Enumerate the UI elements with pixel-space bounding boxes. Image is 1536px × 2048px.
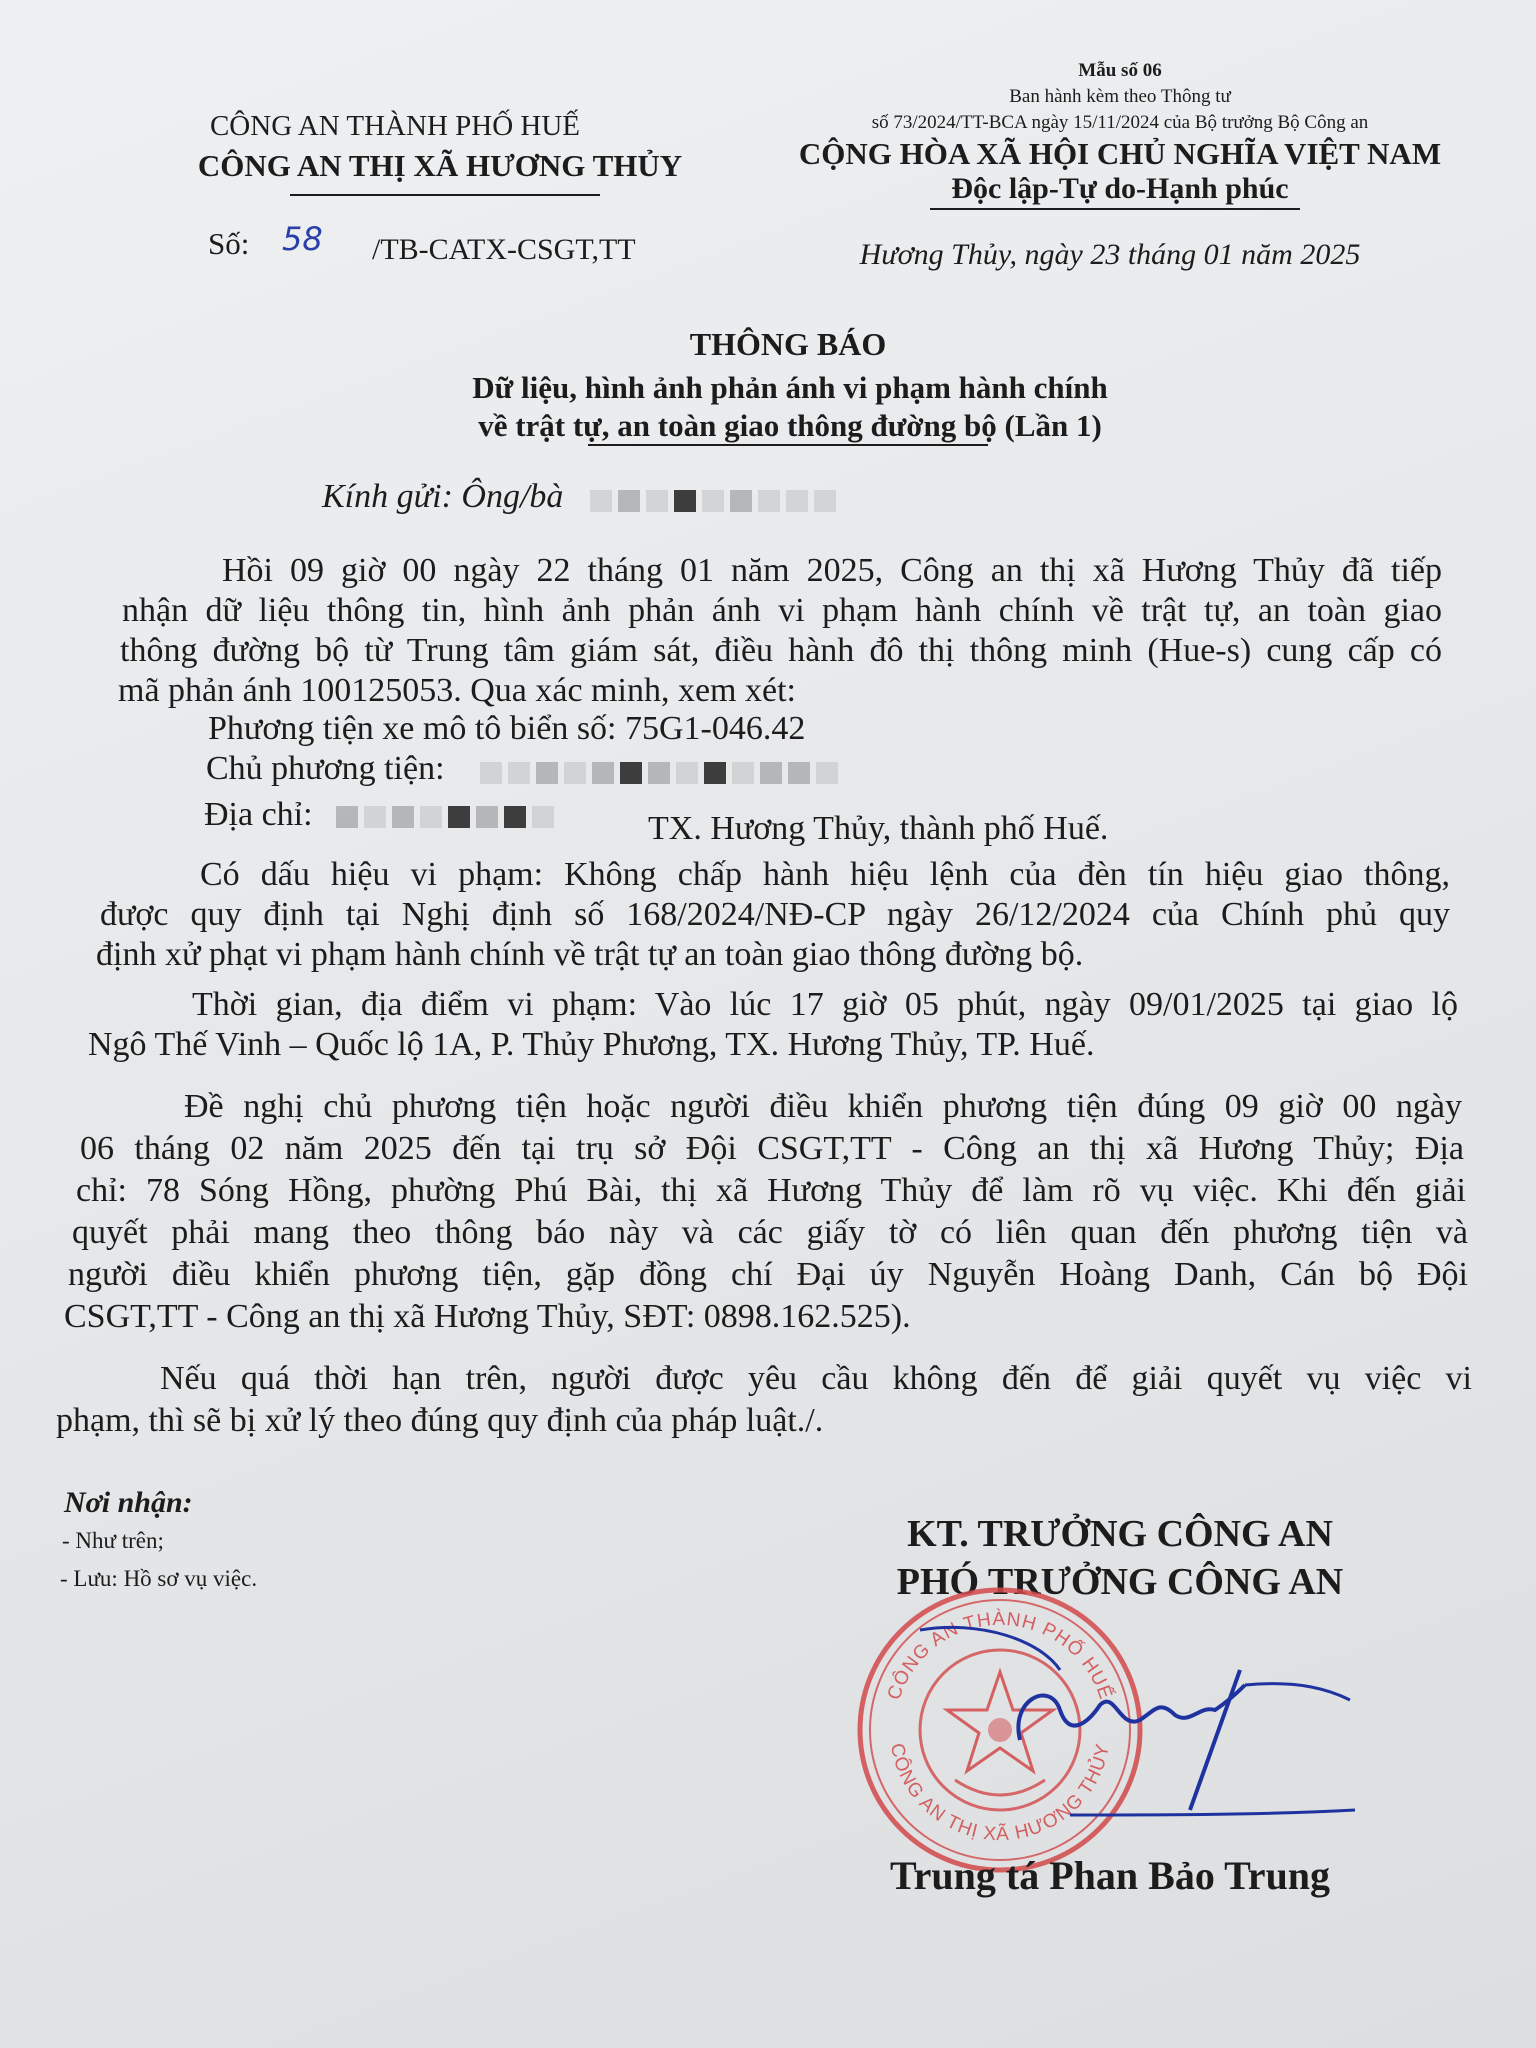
recipients-label: Nơi nhận:	[64, 1486, 193, 1519]
p4-line-1: Đề nghị chủ phương tiện hoặc người điều khiển phương tiện đúng 09 giờ 00 ngày	[184, 1088, 1462, 1125]
title-underline	[588, 444, 988, 446]
p3-line-2: Ngô Thế Vinh – Quốc lộ 1A, P. Thủy Phương, TX. Hương Thủy, TP. Huế.	[88, 1026, 1095, 1063]
number-suffix: /TB-CATX-CSGT,TT	[372, 233, 636, 266]
signature-title-1: KT. TRƯỞNG CÔNG AN	[907, 1513, 1333, 1555]
p4-line-6: CSGT,TT - Công an thị xã Hương Thủy, SĐT: 0898.162.525).	[64, 1298, 911, 1335]
motto: Độc lập-Tự do-Hạnh phúc	[951, 172, 1289, 205]
p2-line-3: định xử phạt vi phạm hành chính về trật tự an toàn giao thông đường bộ.	[96, 936, 1084, 973]
p4-line-3: chỉ: 78 Sóng Hồng, phường Phú Bài, thị xã Hương Thủy để làm rõ vụ việc. Khi đến giải	[76, 1172, 1466, 1209]
p4-line-4: quyết phải mang theo thông báo này và các giấy tờ có liên quan đến phương tiện và	[72, 1214, 1468, 1251]
address-tail: TX. Hương Thủy, thành phố Huế.	[648, 810, 1109, 847]
date-line: Hương Thủy, ngày 23 tháng 01 năm 2025	[859, 238, 1361, 271]
parent-agency: CÔNG AN THÀNH PHỐ HUẾ	[209, 110, 581, 142]
p1-line-1: Hồi 09 giờ 00 ngày 22 tháng 01 năm 2025, Công an thị xã Hương Thủy đã tiếp	[222, 552, 1442, 589]
p2-line-2: được quy định tại Nghị định số 168/2024/NĐ-CP ngày 26/12/2024 của Chính phủ quy	[100, 896, 1450, 933]
redacted-recipient	[590, 490, 836, 512]
circular-line: số 73/2024/TT-BCA ngày 15/11/2024 của Bộ trưởng Bộ Công an	[871, 112, 1369, 133]
form-number: Mẫu số 06	[1078, 60, 1162, 81]
p1-line-2: nhận dữ liệu thông tin, hình ảnh phản ánh vi phạm hành chính về trật tự, an toàn giao	[122, 592, 1442, 629]
redacted-address	[336, 806, 554, 828]
doc-subtitle-2: về trật tự, an toàn giao thông đường bộ (Lần 1)	[478, 408, 1102, 443]
handwritten-signature	[900, 1610, 1360, 1840]
salutation: Kính gửi: Ông/bà	[322, 478, 564, 515]
doc-title: THÔNG BÁO	[689, 326, 887, 362]
p5-line-2: phạm, thì sẽ bị xử lý theo đúng quy định của pháp luật./.	[56, 1402, 824, 1439]
p4-line-2: 06 tháng 02 năm 2025 đến tại trụ sở Đội CSGT,TT - Công an thị xã Hương Thủy; Địa	[80, 1130, 1464, 1167]
handwritten-number: 58	[282, 220, 323, 258]
motto-underline	[930, 208, 1300, 210]
p1-line-4: mã phản ánh 100125053. Qua xác minh, xem xét:	[118, 672, 796, 709]
p5-line-1: Nếu quá thời hạn trên, người được yêu cầu không đến để giải quyết vụ việc vi	[160, 1360, 1472, 1397]
vehicle-plate: Phương tiện xe mô tô biển số: 75G1-046.42	[208, 710, 806, 747]
issued-with-line: Ban hành kèm theo Thông tư	[1009, 86, 1231, 107]
p4-line-5: người điều khiển phương tiện, gặp đồng chí Đại úy Nguyễn Hoàng Danh, Cán bộ Đội	[68, 1256, 1468, 1293]
owner-label: Chủ phương tiện:	[206, 750, 445, 787]
agency-name: CÔNG AN THỊ XÃ HƯƠNG THỦY	[197, 148, 683, 183]
p3-line-1: Thời gian, địa điểm vi phạm: Vào lúc 17 giờ 05 phút, ngày 09/01/2025 tại giao lộ	[192, 986, 1458, 1023]
recipient-item: - Như trên;	[62, 1528, 164, 1553]
p2-line-1: Có dấu hiệu vi phạm: Không chấp hành hiệu lệnh của đèn tín hiệu giao thông,	[200, 856, 1450, 893]
signature-title-2: PHÓ TRƯỞNG CÔNG AN	[896, 1561, 1344, 1603]
nation-title: CỘNG HÒA XÃ HỘI CHỦ NGHĨA VIỆT NAM	[798, 136, 1442, 171]
doc-subtitle-1: Dữ liệu, hình ảnh phản ánh vi phạm hành chính	[472, 370, 1108, 405]
agency-underline	[290, 194, 600, 196]
recipient-item: - Lưu: Hồ sơ vụ việc.	[60, 1566, 258, 1591]
signer-name: Trung tá Phan Bảo Trung	[889, 1853, 1331, 1898]
seal-bottom-text: CÔNG AN THỊ XÃ HƯƠNG THỦY	[885, 1741, 1115, 1846]
address-label: Địa chỉ:	[204, 796, 313, 833]
p1-line-3: thông đường bộ từ Trung tâm giám sát, điều hành đô thị thông minh (Hue-s) cung cấp có	[120, 632, 1442, 669]
seal-top-text: CÔNG AN THÀNH PHỐ HUẾ	[883, 1608, 1117, 1703]
redacted-owner	[480, 762, 838, 784]
number-label: Số:	[208, 226, 250, 261]
